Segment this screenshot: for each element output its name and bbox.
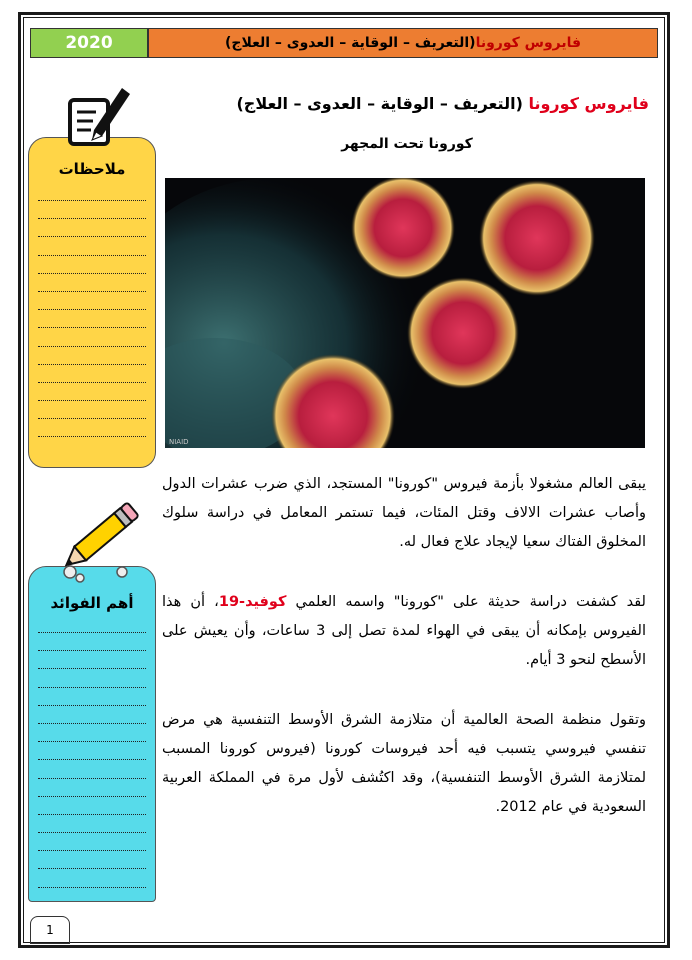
covid-name: كوفيد-19 [218, 594, 287, 610]
paragraph-2-start: لقد كشفت دراسة حديثة على "كورونا" واسمه العلمي [286, 594, 646, 610]
header-title [148, 28, 658, 58]
virus-illustration [165, 178, 645, 448]
page-title [165, 94, 649, 113]
page-title-rest: (التعريف – الوقاية – العدوى – العلاج) [236, 94, 529, 113]
header-title-rest: (التعريف – الوقاية – العدوى – العلاج) [224, 35, 476, 51]
virus-microscope-image [165, 178, 645, 448]
paragraph-2-end: ، أن هذا الفيروس بإمكانه أن يبقى في الهواء لمدة تصل إلى 3 ساعات، وأن يعيش على الأسطح لنحو 3 أيام. [162, 594, 646, 668]
image-credit: NIAID [169, 438, 189, 446]
paragraph-1: يبقى العالم مشغولا بأزمة فيروس "كورونا" المستجد، الذي ضرب عشرات الدول وأصاب عشرات الالاف وقتل المئات، فيما تستمر المعامل في دراسة سلوك المخلوق الفتاك سعيا لإيجاد علاج فعال له. [162, 476, 646, 550]
page-title-red: فايروس كورونا [528, 94, 649, 113]
header-year: 2020 [30, 28, 148, 58]
notes-title: ملاحظات [58, 160, 126, 178]
page-number: 1 [30, 916, 70, 944]
paragraph-2 [162, 588, 646, 675]
page-subtitle: كورونا تحت المجهر [341, 136, 473, 152]
notes-lines [38, 200, 146, 455]
pencil-eraser-icon [50, 500, 150, 592]
notepad-pencil-icon [58, 84, 134, 150]
header-title-red: فايروس كورونا [475, 35, 582, 51]
paragraph-3: وتقول منظمة الصحة العالمية أن متلازمة الشرق الأوسط التنفسية هي مرض تنفسي فيروسي يتسبب فيه أحد فيروسات كورونا (فيروس كورونا المسبب لمتلازمة الشرق الأوسط التنفسية)، وقد اكتُشف لأول مرة في المملكة العربية السعودية في عام 2012. [162, 712, 646, 815]
benefits-lines [38, 632, 146, 905]
benefits-title: أهم الفوائد [50, 594, 134, 612]
